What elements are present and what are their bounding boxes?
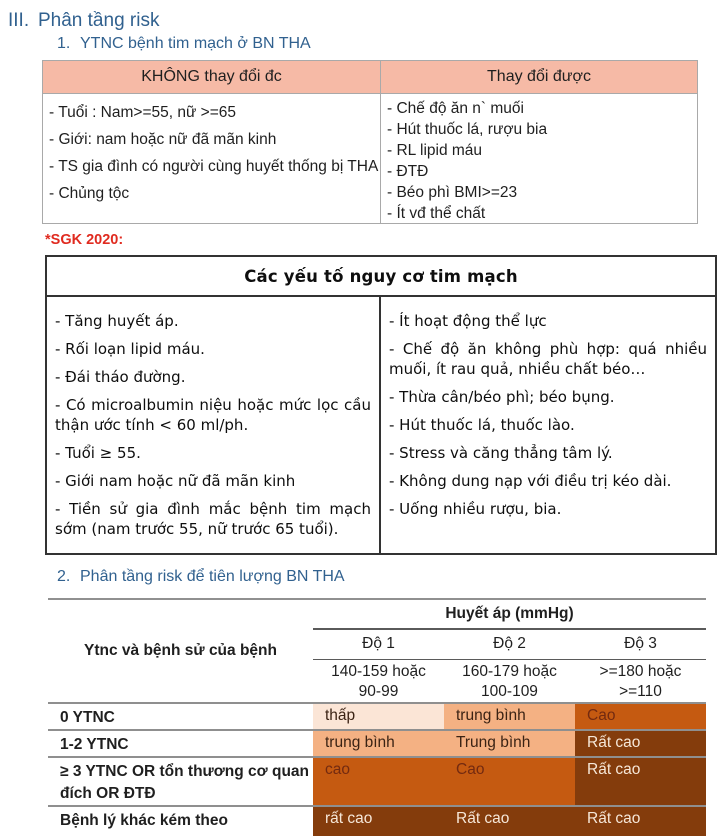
risk-stratification-table [48, 598, 706, 836]
grade-2-range [444, 659, 575, 703]
list-item: - Chế độ ăn n` muối [387, 100, 524, 117]
modifiable-risk-table-body [43, 94, 697, 223]
list-item: - Rối loạn lipid máu. [55, 340, 205, 358]
section1-title: YTNC bệnh tim mạch ở BN THA [80, 35, 311, 52]
list-item: - Chế độ ăn không phù hợp: quá nhiều muối, ít rau quả, nhiều chất béo… [389, 340, 707, 378]
list-item: - Ít hoạt động thể lực [389, 312, 547, 330]
list-item: - Hút thuốc lá, rượu bia [387, 121, 548, 138]
risk-cell: cao [313, 757, 444, 806]
range-line: 140-159 hoặc [331, 662, 426, 680]
list-item: - Chủng tộc [49, 185, 130, 202]
grade-3-header: Độ 3 [575, 629, 706, 659]
risk-cell: Rất cao [575, 730, 706, 757]
section1-heading [57, 33, 728, 54]
list-item: - Tuổi ≥ 55. [55, 444, 141, 462]
risk-cell: Cao [444, 757, 575, 806]
modifiable-risk-table [42, 60, 698, 224]
list-item: - Uống nhiều rượu, bia. [389, 500, 562, 518]
list-item: - Giới: nam hoặc nữ đã mãn kinh [49, 131, 277, 148]
risk-cell: Rất cao [575, 757, 706, 806]
risk-cell: Cao [575, 703, 706, 730]
row-label: 1-2 YTNC [48, 730, 313, 757]
list-item: - RL lipid máu [387, 142, 483, 159]
scan-left-column [47, 297, 379, 553]
list-item: - Ít vđ thể chất [387, 205, 486, 222]
header-cell-modifiable: Thay đổi được [487, 68, 591, 85]
list-item: - ĐTĐ [387, 163, 429, 180]
section1-number: 1. [57, 35, 71, 52]
sgk-note: *SGK 2020: [45, 232, 124, 248]
main-heading-title: Phân tầng risk [38, 10, 160, 31]
risk-cell: Rất cao [444, 806, 575, 836]
table-row [48, 757, 706, 806]
list-item: - Giới nam hoặc nữ đã mãn kinh [55, 472, 296, 490]
scan-right-column [379, 297, 715, 553]
grade-3-range [575, 659, 706, 703]
risk-cell: trung bình [444, 703, 575, 730]
row-label: ≥ 3 YTNC OR tổn thương cơ quan đích OR ĐTĐ [48, 757, 313, 806]
list-item: - Stress và căng thẳng tâm lý. [389, 444, 613, 462]
row-header-cell: Ytnc và bệnh sử của bệnh [48, 599, 313, 703]
modifiable-column [381, 94, 697, 223]
main-heading [0, 0, 728, 33]
textbook-scan-table [45, 255, 717, 555]
range-line: 100-109 [481, 682, 538, 700]
section2-number: 2. [57, 568, 71, 585]
range-line: >=180 hoặc [599, 662, 682, 680]
risk-cell: rất cao [313, 806, 444, 836]
list-item: - Thừa cân/béo phì; béo bụng. [389, 388, 615, 406]
list-item: - Hút thuốc lá, thuốc lào. [389, 416, 575, 434]
scan-table-body [47, 297, 715, 553]
header-cell-not-modifiable: KHÔNG thay đổi đc [43, 61, 381, 93]
main-heading-numeral: III. [8, 10, 30, 31]
range-line: 160-179 hoặc [462, 662, 557, 680]
bp-header-cell: Huyết áp (mmHg) [313, 599, 706, 629]
table-row [48, 806, 706, 836]
list-item: - Tiền sử gia đình mắc bệnh tim mạch sớm (nam trước 55, nữ trước 65 tuổi). [55, 500, 371, 538]
table-row [48, 703, 706, 730]
row-label: Bệnh lý khác kém theo [48, 806, 313, 836]
section2-title: Phân tầng risk để tiên lượng BN THA [80, 568, 345, 585]
range-line: 90-99 [358, 682, 399, 700]
grade-1-header: Độ 1 [313, 629, 444, 659]
scan-table-title: Các yếu tố nguy cơ tim mạch [47, 257, 715, 297]
list-item: - Đái tháo đường. [55, 368, 186, 386]
modifiable-risk-table-header [43, 61, 697, 94]
grade-2-header: Độ 2 [444, 629, 575, 659]
risk-cell: thấp [313, 703, 444, 730]
list-item: - Không dung nạp với điều trị kéo dài. [389, 472, 672, 490]
grade-1-range [313, 659, 444, 703]
list-item: - Có microalbumin niệu hoặc mức lọc cầu thận ước tính < 60 ml/ph. [55, 396, 371, 434]
table-row [48, 730, 706, 757]
list-item: - Béo phì BMI>=23 [387, 184, 518, 201]
risk-cell: Rất cao [575, 806, 706, 836]
range-line: >=110 [619, 682, 662, 700]
row-label: 0 YTNC [48, 703, 313, 730]
list-item: - Tăng huyết áp. [55, 312, 179, 330]
list-item: - Tuổi : Nam>=55, nữ >=65 [49, 104, 237, 121]
list-item: - TS gia đình có người cùng huyết thống bị THA [49, 158, 379, 175]
not-modifiable-column [43, 94, 381, 223]
risk-cell: trung bình [313, 730, 444, 757]
risk-cell: Trung bình [444, 730, 575, 757]
section2-heading [57, 566, 728, 587]
